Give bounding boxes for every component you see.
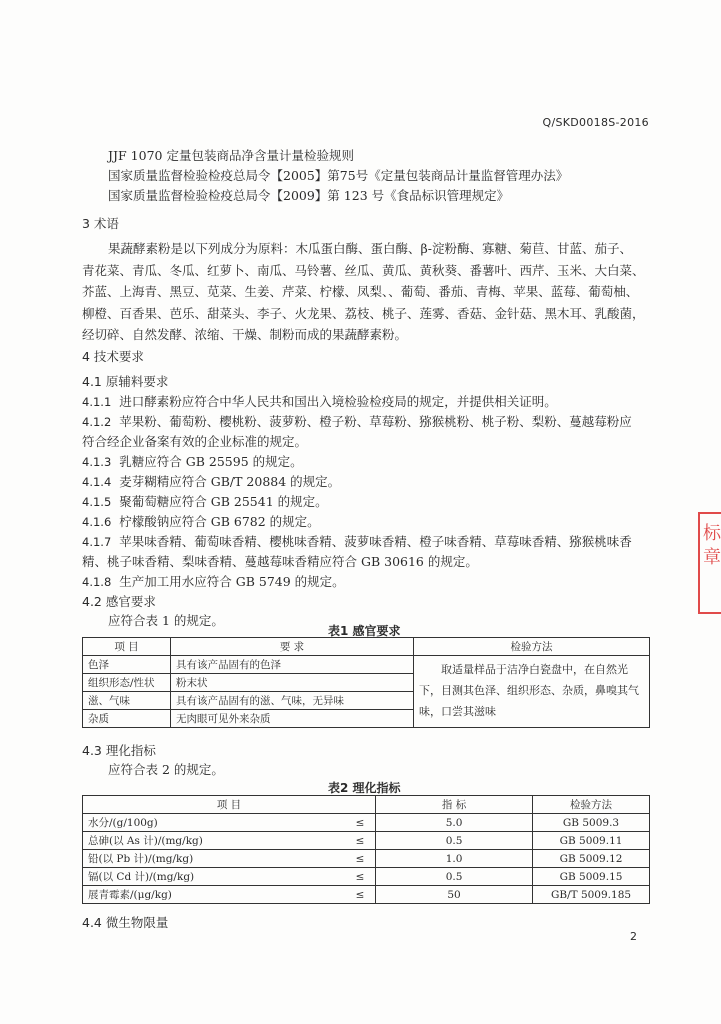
table-ref-text: 应符合表 1 的规定。 <box>108 613 224 628</box>
table-cell: 展青霉素/(μg/kg) <box>83 886 346 904</box>
table-cell: GB 5009.3 <box>533 814 650 832</box>
clause-item: 符合经企业备案有效的企业标准的规定。 <box>82 434 308 449</box>
table-header-cell: 项 目 <box>83 638 171 656</box>
clause-item: 4.1.7 苹果味香精、葡萄味香精、樱桃味香精、菠萝味香精、橙子味香精、草莓味香精、猕猴桃味香 <box>82 534 632 549</box>
table-cell: 镉(以 Cd 计)/(mg/kg) <box>83 868 346 886</box>
paragraph-line: 柳橙、百香果、芭乐、甜菜头、李子、火龙果、荔枝、桃子、莲雾、香菇、金针菇、黑木耳、乳酸菌， <box>82 305 645 321</box>
table-cell: 具有该产品固有的滋、气味，无异味 <box>171 692 414 710</box>
reference-line: 国家质量监督检验检疫总局令【2005】第75号《定量包装商品计量监督管理办法》 <box>108 168 569 183</box>
reference-line: JJF 1070 定量包装商品净含量计量检验规则 <box>108 148 354 163</box>
table-header-cell: 检验方法 <box>533 796 650 814</box>
table-cell: GB 5009.11 <box>533 832 650 850</box>
table-row <box>83 868 650 886</box>
table1-caption: 表1 感官要求 <box>328 624 401 638</box>
table2-caption: 表2 理化指标 <box>328 781 401 795</box>
table-cell: 5.0 <box>376 814 533 832</box>
table-cell: 水分/(g/100g) <box>83 814 346 832</box>
table-cell: 滋、气味 <box>83 692 171 710</box>
subsection-heading: 4.4 微生物限量 <box>82 915 169 930</box>
table-row <box>83 886 650 904</box>
table-cell: ≤ <box>345 832 376 850</box>
table-row <box>83 656 650 674</box>
table-cell: 色泽 <box>83 656 171 674</box>
table-header-row <box>83 638 650 656</box>
table-header-cell: 指 标 <box>376 796 533 814</box>
page-number: 2 <box>630 930 637 943</box>
table-cell: 0.5 <box>376 868 533 886</box>
table-cell: 组织形态/性状 <box>83 674 171 692</box>
physchem-table <box>82 795 650 904</box>
sensory-table <box>82 637 650 728</box>
table-row <box>83 814 650 832</box>
paragraph-line: 芥蓝、上海青、黑豆、苋菜、生姜、芹菜、柠檬、凤梨、、葡萄、番茄、青梅、苹果、蓝莓、葡萄柚、 <box>82 284 639 299</box>
terms-paragraph <box>82 238 650 346</box>
table-cell: ≤ <box>345 868 376 886</box>
table-header-row <box>83 796 650 814</box>
table-row <box>83 850 650 868</box>
paragraph-line: 果蔬酵素粉是以下列成分为原料：木瓜蛋白酶、蛋白酶、β-淀粉酶、寡糖、菊苣、甘蓝、茄子、 <box>108 241 632 256</box>
table-cell: GB 5009.12 <box>533 850 650 868</box>
table-cell: 0.5 <box>376 832 533 850</box>
table-row <box>83 832 650 850</box>
section-heading-technical: 4 技术要求 <box>82 349 144 364</box>
table-cell: 1.0 <box>376 850 533 868</box>
subsection-heading: 4.3 理化指标 <box>82 743 156 758</box>
table-header-cell: 检验方法 <box>414 638 650 656</box>
table-cell: 杂质 <box>83 710 171 728</box>
table-cell: ≤ <box>345 814 376 832</box>
table-ref-text: 应符合表 2 的规定。 <box>108 762 224 777</box>
clause-item: 4.1.2 苹果粉、葡萄粉、樱桃粉、菠萝粉、橙子粉、草莓粉、猕猴桃粉、桃子粉、梨粉、蔓越莓粉应 <box>82 414 632 429</box>
table-cell: 无肉眼可见外来杂质 <box>171 710 414 728</box>
clause-item: 4.1.6 柠檬酸钠应符合 GB 6782 的规定。 <box>82 514 320 529</box>
paragraph-line: 青花菜、青瓜、冬瓜、红萝卜、南瓜、马铃薯、丝瓜、黄瓜、黄秋葵、番薯叶、西芹、玉米、大白菜、 <box>82 262 645 278</box>
table-cell: ≤ <box>345 850 376 868</box>
clause-item: 4.1.8 生产加工用水应符合 GB 5749 的规定。 <box>82 574 345 589</box>
red-stamp-mark: 标章 <box>698 512 721 614</box>
method-cell: 取适量样品于洁净白瓷盘中，在自然光下，目测其色泽、组织形态、杂质，鼻嗅其气味，口尝其滋味 <box>414 656 650 728</box>
table-cell: ≤ <box>345 886 376 904</box>
reference-line: 国家质量监督检验检疫总局令【2009】第 123 号《食品标识管理规定》 <box>108 188 510 203</box>
subsection-heading: 4.1 原辅料要求 <box>82 374 169 389</box>
table-header-cell: 项 目 <box>83 796 376 814</box>
clause-item: 4.1.4 麦芽糊精应符合 GB/T 20884 的规定。 <box>82 474 341 489</box>
table-header-cell: 要 求 <box>171 638 414 656</box>
clause-item: 4.1.5 聚葡萄糖应符合 GB 25541 的规定。 <box>82 494 328 509</box>
subsection-heading: 4.2 感官要求 <box>82 594 156 609</box>
table-cell: 铅(以 Pb 计)/(mg/kg) <box>83 850 346 868</box>
table-cell: 粉末状 <box>171 674 414 692</box>
section-heading-terms: 3 术语 <box>82 216 119 231</box>
clause-item: 精、桃子味香精、梨味香精、蔓越莓味香精应符合 GB 30616 的规定。 <box>82 554 478 569</box>
clause-item: 4.1.3 乳糖应符合 GB 25595 的规定。 <box>82 454 303 469</box>
table-cell: 具有该产品固有的色泽 <box>171 656 414 674</box>
table-cell: GB 5009.15 <box>533 868 650 886</box>
table-cell: 总砷(以 As 计)/(mg/kg) <box>83 832 346 850</box>
table-cell: 50 <box>376 886 533 904</box>
table-cell: GB/T 5009.185 <box>533 886 650 904</box>
document-number: Q/SKD0018S-2016 <box>542 116 649 129</box>
clause-item: 4.1.1 进口酵素粉应符合中华人民共和国出入境检验检疫局的规定，并提供相关证明。 <box>82 394 557 409</box>
paragraph-line: 经切碎、自然发酵、浓缩、干燥、制粉而成的果蔬酵素粉。 <box>82 327 408 342</box>
